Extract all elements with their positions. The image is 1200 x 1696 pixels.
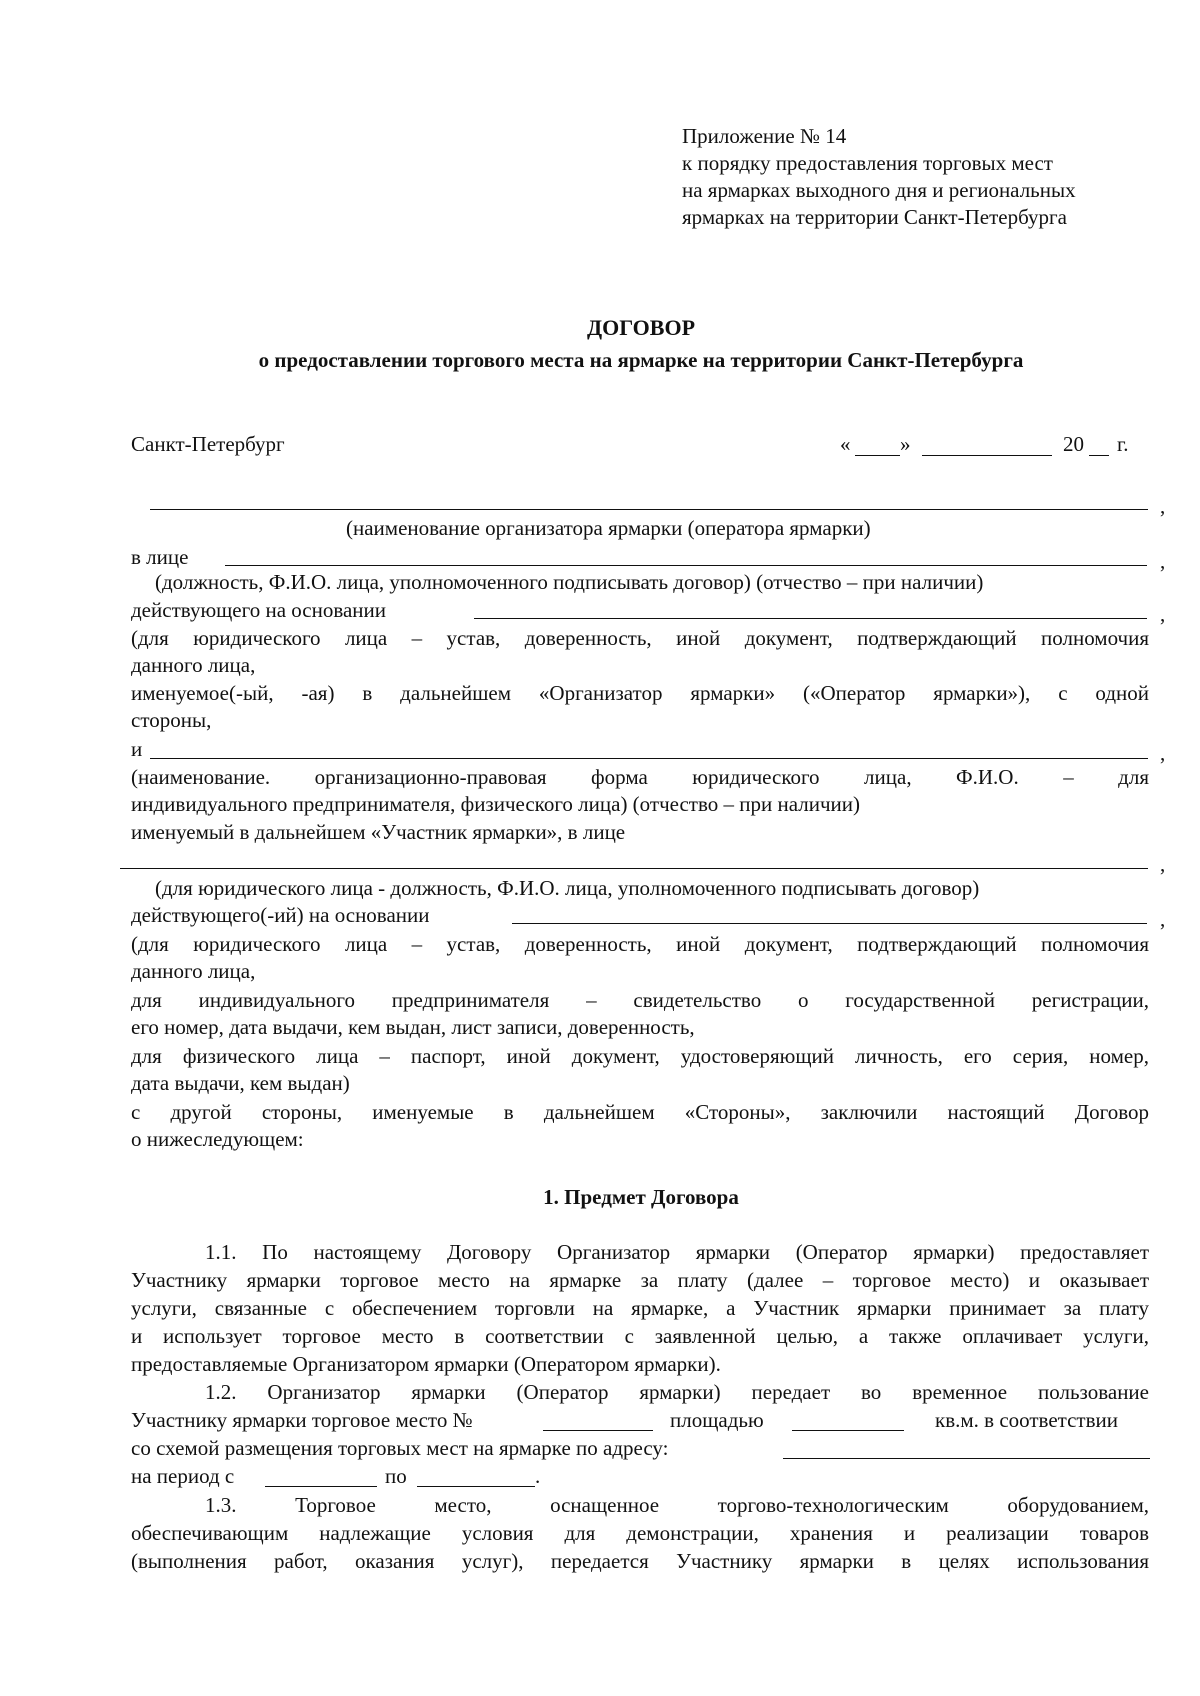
p-basis-line: дата выдачи, кем выдан)	[131, 1071, 350, 1095]
document-title: ДОГОВОР	[586, 315, 696, 340]
appendix-line: на ярмарках выходного дня и региональных	[682, 178, 1076, 202]
organizer-named-cont: стороны,	[131, 708, 212, 732]
clause-1-1: 1.1. По настоящему Договору Организатор ярмарки (Оператор ярмарки) предоставляет	[205, 1240, 1149, 1264]
appendix-line: к порядку предоставления торговых мест	[682, 151, 1053, 175]
participant-caption: (наименование. организационно-правовая форма юридического лица, Ф.И.О. – для	[131, 765, 1149, 789]
comma: ,	[1160, 741, 1166, 765]
other-side-line: с другой стороны, именуемые в дальнейшем «Стороны», заключили настоящий Договор	[131, 1100, 1149, 1124]
period-from-label: на период с	[131, 1464, 235, 1488]
address-blank[interactable]	[783, 1458, 1150, 1459]
period-dot: .	[535, 1464, 541, 1488]
in-person-label: в лице	[131, 545, 189, 569]
appendix-number: Приложение № 14	[682, 124, 847, 148]
area-blank[interactable]	[792, 1430, 904, 1431]
organizer-caption: (наименование организатора ярмарки (оператора ярмарки)	[346, 516, 871, 540]
appendix-line: ярмарках на территории Санкт-Петербурга	[682, 205, 1067, 229]
clause-1-1: и использует торговое место в соответствии с заявленной целью, а также оплачивает услуги,	[131, 1324, 1149, 1348]
date-open-quote: «	[840, 432, 851, 456]
acting-basis-label: действующего на основании	[131, 598, 387, 622]
participant-representative-blank[interactable]	[120, 868, 1148, 869]
p-basis-line: для физического лица – паспорт, иной документ, удостоверяющий личность, его серия, номер,	[131, 1044, 1149, 1068]
comma: ,	[1160, 494, 1166, 518]
other-side-cont: о нижеследующем:	[131, 1127, 304, 1151]
basis-caption: (для юридического лица – устав, доверенность, иной документ, подтверждающий полномочия	[131, 626, 1149, 650]
clause-1-3: 1.3. Торговое место, оснащенное торгово-технологическим оборудованием,	[205, 1493, 1149, 1517]
month-blank[interactable]	[922, 455, 1052, 456]
day-blank[interactable]	[855, 455, 900, 456]
document-subtitle: о предоставлении торгового места на ярмарке на территории Санкт-Петербурга	[258, 348, 1024, 372]
clause-1-3: обеспечивающим надлежащие условия для демонстрации, хранения и реализации товаров	[131, 1521, 1149, 1545]
period-end-blank[interactable]	[417, 1486, 535, 1487]
p-basis-line: для индивидуального предпринимателя – свидетельство о государственной регистрации,	[131, 988, 1149, 1012]
comma: ,	[1160, 907, 1166, 931]
participant-name-blank[interactable]	[150, 758, 1148, 759]
participant-acting-label: действующего(-ий) на основании	[131, 903, 430, 927]
year-prefix: 20	[1063, 432, 1084, 456]
area-label: площадью	[670, 1408, 764, 1432]
participant-named-line: именуемый в дальнейшем «Участник ярмарки», в лице	[131, 820, 626, 844]
city-label: Санкт-Петербург	[131, 432, 285, 456]
organizer-name-blank[interactable]	[150, 509, 1148, 510]
participant-caption-cont: индивидуального предпринимателя, физического лица) (отчество – при наличии)	[131, 792, 860, 816]
section-heading: 1. Предмет Договора	[543, 1185, 739, 1209]
p-basis-line: данного лица,	[131, 959, 256, 983]
and-label: и	[131, 737, 143, 761]
comma: ,	[1160, 549, 1166, 573]
basis-blank[interactable]	[474, 618, 1147, 619]
clause-1-2-place: Участнику ярмарки торговое место №	[131, 1408, 473, 1432]
date-close-quote: »	[900, 432, 911, 456]
clause-1-1: Участнику ярмарки торговое место на ярмарке за плату (далее – торговое место) и оказывает	[131, 1268, 1149, 1292]
clause-1-1: услуги, связанные с обеспечением торговли на ярмарке, а Участник ярмарки принимает за плату	[131, 1296, 1149, 1320]
participant-person-caption: (для юридического лица - должность, Ф.И.О. лица, уполномоченного подписывать договор)	[155, 876, 980, 900]
year-blank[interactable]	[1089, 455, 1109, 456]
clause-1-3: (выполнения работ, оказания услуг), передается Участнику ярмарки в целях использования	[131, 1549, 1149, 1573]
clause-1-2: 1.2. Организатор ярмарки (Оператор ярмарки) передает во временное пользование	[205, 1380, 1149, 1404]
period-to-label: по	[385, 1464, 407, 1488]
basis-caption-cont: данного лица,	[131, 653, 256, 677]
year-suffix: г.	[1117, 432, 1129, 456]
comma: ,	[1160, 602, 1166, 626]
period-start-blank[interactable]	[265, 1486, 377, 1487]
clause-1-1: предоставляемые Организатором ярмарки (Оператором ярмарки).	[131, 1352, 721, 1376]
area-unit: кв.м. в соответствии	[935, 1408, 1118, 1432]
place-number-blank[interactable]	[543, 1430, 653, 1431]
participant-basis-blank[interactable]	[512, 923, 1147, 924]
p-basis-line: (для юридического лица – устав, доверенность, иной документ, подтверждающий полномочия	[131, 932, 1149, 956]
organizer-named-line: именуемое(-ый, -ая) в дальнейшем «Организатор ярмарки» («Оператор ярмарки»), с одной	[131, 681, 1149, 705]
clause-1-2-address: со схемой размещения торговых мест на ярмарке по адресу:	[131, 1436, 669, 1460]
representative-blank[interactable]	[225, 565, 1147, 566]
person-caption: (должность, Ф.И.О. лица, уполномоченного подписывать договор) (отчество – при наличии)	[155, 570, 984, 594]
comma: ,	[1160, 852, 1166, 876]
p-basis-line: его номер, дата выдачи, кем выдан, лист записи, доверенность,	[131, 1015, 695, 1039]
